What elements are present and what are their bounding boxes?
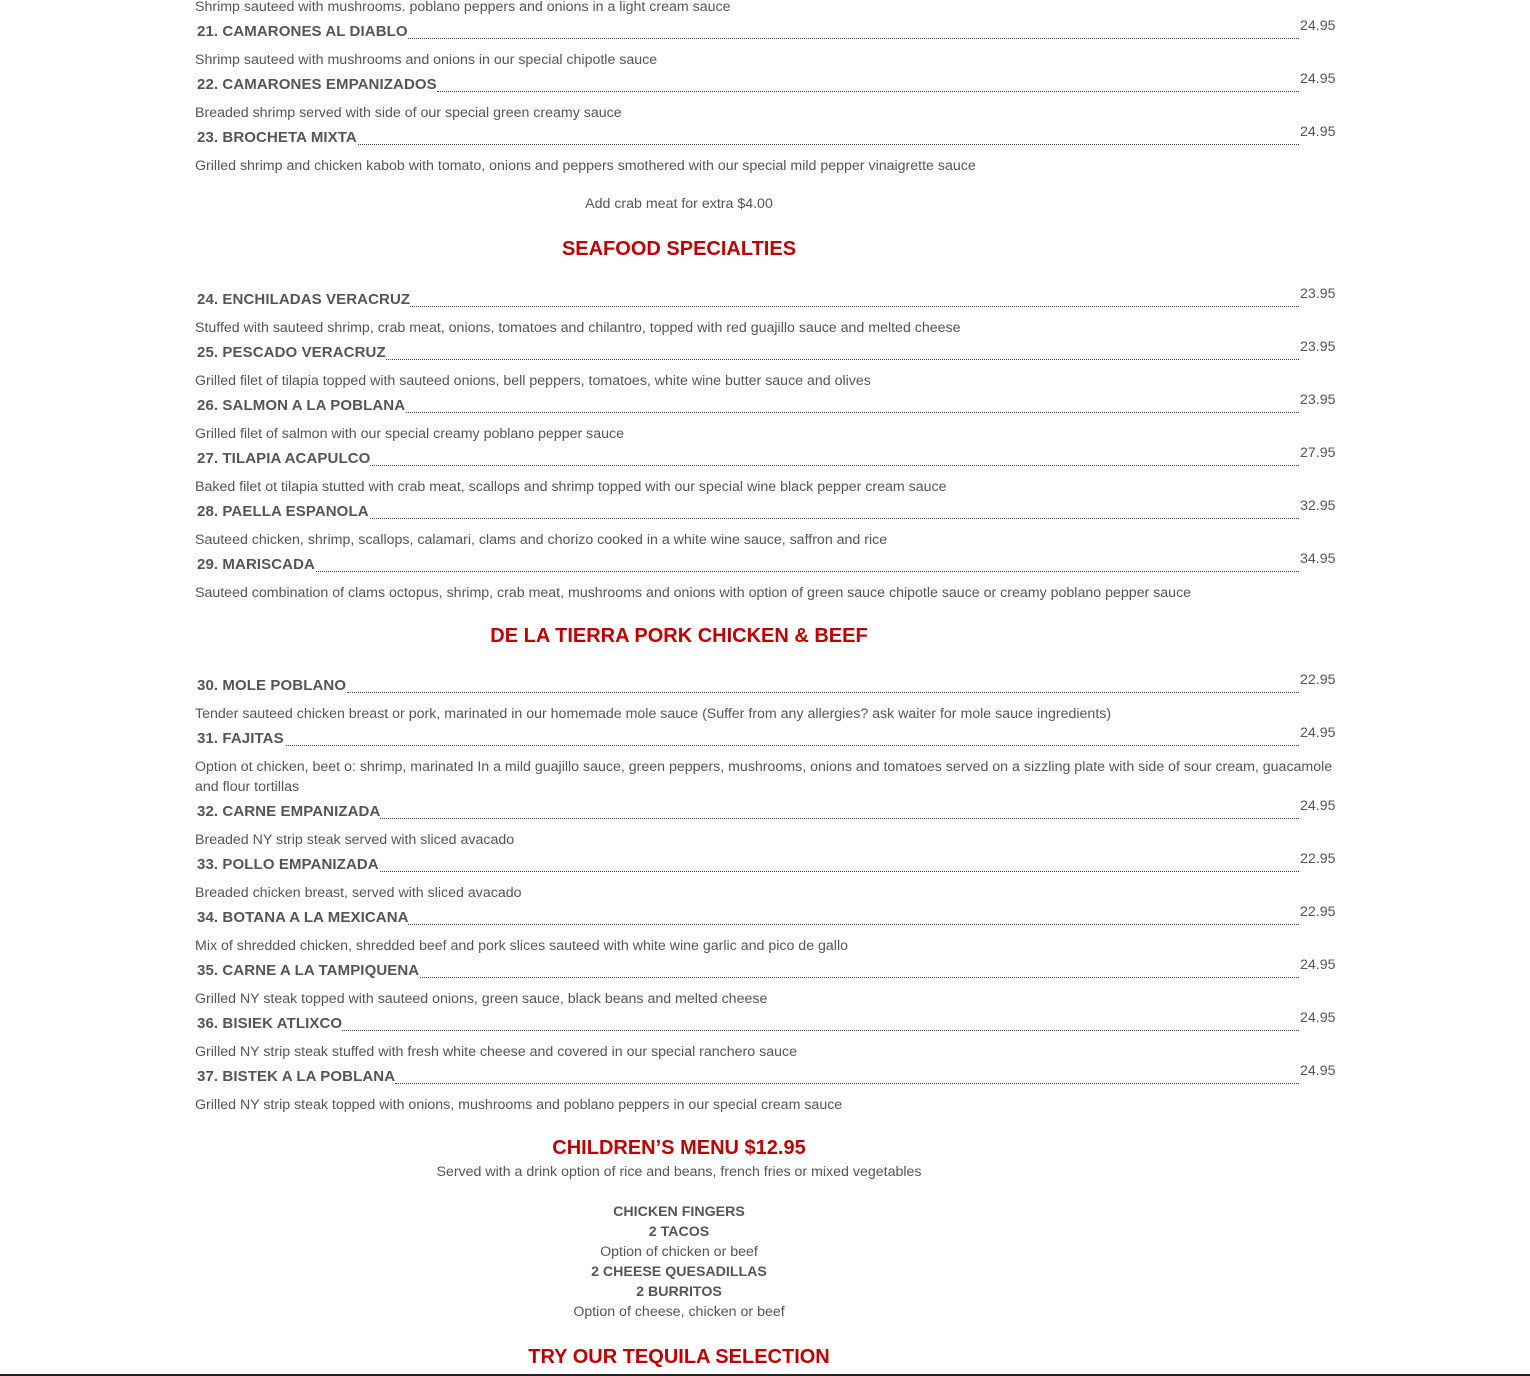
dotted-leader bbox=[370, 465, 1299, 466]
menu-item-description: Sauteed combination of clams octopus, shrimp, crab meat, mushrooms and onions with option of green sauce chipotle sauce or creamy poblano pepper sauce bbox=[195, 585, 1192, 601]
section-heading-tierra: DE LA TIERRA PORK CHICKEN & BEEF bbox=[490, 625, 868, 647]
menu-item-name: 33. POLLO EMPANIZADA bbox=[197, 856, 379, 873]
menu-item-description: Grilled shrimp and chicken kabob with tomato, onions and peppers smothered with our special mild pepper vinaigrette sauce bbox=[195, 158, 976, 174]
children-item: CHICKEN FINGERS bbox=[613, 1204, 745, 1220]
menu-item-name: 36. BISIEK ATLIXCO bbox=[197, 1015, 343, 1032]
menu-item-description: Grilled NY strip steak stuffed with fresh white cheese and covered in our special ranchero sauce bbox=[195, 1044, 797, 1060]
item-20-description: Shrimp sauteed with mushrooms. poblano peppers and onions in a light cream sauce bbox=[195, 0, 731, 15]
menu-item-price: 22.95 bbox=[1300, 672, 1336, 688]
menu-item-description: Option ot chicken, beet o: shrimp, marinated In a mild guajillo sauce, green peppers, mushrooms, onions and tomatoes served on a sizzling plate with side of sour cream, guacamole and flour tortillas bbox=[195, 759, 1333, 795]
dotted-leader bbox=[380, 818, 1299, 819]
menu-item-description: Baked filet ot tilapia stutted with crab meat, scallops and shrimp topped with our special wine black pepper cream sauce bbox=[195, 479, 947, 495]
dotted-leader bbox=[316, 571, 1299, 572]
menu-item-name: 28. PAELLA ESPANOLA bbox=[197, 503, 369, 520]
menu-item-name: 31. FAJITAS bbox=[197, 730, 284, 747]
menu-item-description: Grilled filet of tilapia topped with sauteed onions, bell peppers, tomatoes, white wine butter sauce and olives bbox=[195, 373, 871, 389]
menu-item-name: 24. ENCHILADAS VERACRUZ bbox=[197, 291, 411, 308]
menu-item-name: 23. BROCHETA MIXTA bbox=[197, 129, 357, 146]
menu-item-name: 37. BISTEK A LA POBLANA bbox=[197, 1068, 396, 1085]
dotted-leader bbox=[406, 412, 1299, 413]
section-heading-tequila: TRY OUR TEQUILA SELECTION bbox=[528, 1346, 830, 1368]
section-heading-seafood: SEAFOOD SPECIALTIES bbox=[561, 238, 797, 260]
children-served-with: Served with a drink option of rice and beans, french fries or mixed vegetables bbox=[436, 1164, 922, 1180]
children-item: 2 BURRITOS bbox=[636, 1284, 722, 1300]
menu-item-price: 23.95 bbox=[1300, 392, 1336, 408]
menu-item-name: 21. CAMARONES AL DIABLO bbox=[197, 23, 408, 40]
dotted-leader bbox=[342, 1030, 1299, 1031]
menu-item-description: Stuffed with sauteed shrimp, crab meat, onions, tomatoes and chilantro, topped with red guajillo sauce and melted cheese bbox=[195, 320, 961, 336]
menu-item-description: Breaded shrimp served with side of our special green creamy sauce bbox=[195, 105, 622, 121]
dotted-leader bbox=[286, 745, 1299, 746]
menu-item-description: Tender sauteed chicken breast or pork, marinated in our homemade mole sauce (Suffer from any allergies? ask waiter for mole sauce ingredients) bbox=[195, 706, 1112, 722]
menu-item-price: 24.95 bbox=[1300, 798, 1336, 814]
menu-item-name: 30. MOLE POBLANO bbox=[197, 677, 347, 694]
dotted-leader bbox=[370, 518, 1299, 519]
dotted-leader bbox=[380, 871, 1299, 872]
menu-item-description: Mix of shredded chicken, shredded beef and pork slices sauteed with white wine garlic and pico de gallo bbox=[195, 938, 849, 954]
dotted-leader bbox=[420, 977, 1299, 978]
menu-item-price: 24.95 bbox=[1300, 71, 1336, 87]
menu-item-description: Breaded chicken breast, served with sliced avacado bbox=[195, 885, 522, 901]
dotted-leader bbox=[408, 924, 1299, 925]
menu-item-price: 24.95 bbox=[1300, 725, 1336, 741]
children-item: 2 TACOS bbox=[648, 1224, 710, 1240]
menu-item-name: 29. MARISCADA bbox=[197, 556, 315, 573]
dotted-leader bbox=[408, 38, 1299, 39]
menu-item-price: 24.95 bbox=[1300, 957, 1336, 973]
menu-item-description: Grilled NY steak topped with sauteed onions, green sauce, black beans and melted cheese bbox=[195, 991, 768, 1007]
children-item-note: Option of cheese, chicken or beef bbox=[573, 1304, 785, 1320]
menu-item-price: 24.95 bbox=[1300, 1010, 1336, 1026]
menu-item-price: 22.95 bbox=[1300, 851, 1336, 867]
menu-item-description: Grilled filet of salmon with our special creamy poblano pepper sauce bbox=[195, 426, 624, 442]
menu-item-description: Breaded NY strip steak served with sliced avacado bbox=[195, 832, 515, 848]
dotted-leader bbox=[410, 306, 1299, 307]
menu-item-price: 24.95 bbox=[1300, 18, 1336, 34]
menu-item-name: 26. SALMON A LA POBLANA bbox=[197, 397, 406, 414]
section-heading-children: CHILDREN’S MENU $12.95 bbox=[552, 1137, 806, 1159]
menu-item-description: Shrimp sauteed with mushrooms and onions in our special chipotle sauce bbox=[195, 52, 658, 68]
dotted-leader bbox=[386, 359, 1299, 360]
menu-item-price: 24.95 bbox=[1300, 124, 1336, 140]
menu-item-name: 27. TILAPIA ACAPULCO bbox=[197, 450, 371, 467]
crab-note: Add crab meat for extra $4.00 bbox=[585, 196, 773, 212]
dotted-leader bbox=[395, 1083, 1299, 1084]
menu-item-description: Sauteed chicken, shrimp, scallops, calamari, clams and chorizo cooked in a white wine sauce, saffron and rice bbox=[195, 532, 888, 548]
children-item: 2 CHEESE QUESADILLAS bbox=[591, 1264, 767, 1280]
menu-item-name: 22. CAMARONES EMPANIZADOS bbox=[197, 76, 437, 93]
menu-item-name: 34. BOTANA A LA MEXICANA bbox=[197, 909, 409, 926]
menu-item-price: 32.95 bbox=[1300, 498, 1336, 514]
menu-item-name: 32. CARNE EMPANIZADA bbox=[197, 803, 381, 820]
menu-item-price: 23.95 bbox=[1300, 286, 1336, 302]
menu-item-name: 35. CARNE A LA TAMPIQUENA bbox=[197, 962, 420, 979]
dotted-leader bbox=[358, 144, 1299, 145]
menu-item-price: 23.95 bbox=[1300, 339, 1336, 355]
menu-item-price: 24.95 bbox=[1300, 1063, 1336, 1079]
menu-item-name: 25. PESCADO VERACRUZ bbox=[197, 344, 386, 361]
menu-item-description: Grilled NY strip steak topped with onions, mushrooms and poblano peppers in our special cream sauce bbox=[195, 1097, 843, 1113]
menu-item-price: 27.95 bbox=[1300, 445, 1336, 461]
menu-item-price: 22.95 bbox=[1300, 904, 1336, 920]
dotted-leader bbox=[347, 692, 1299, 693]
children-item-note: Option of chicken or beef bbox=[600, 1244, 758, 1260]
dotted-leader bbox=[437, 91, 1299, 92]
menu-item-price: 34.95 bbox=[1300, 551, 1336, 567]
